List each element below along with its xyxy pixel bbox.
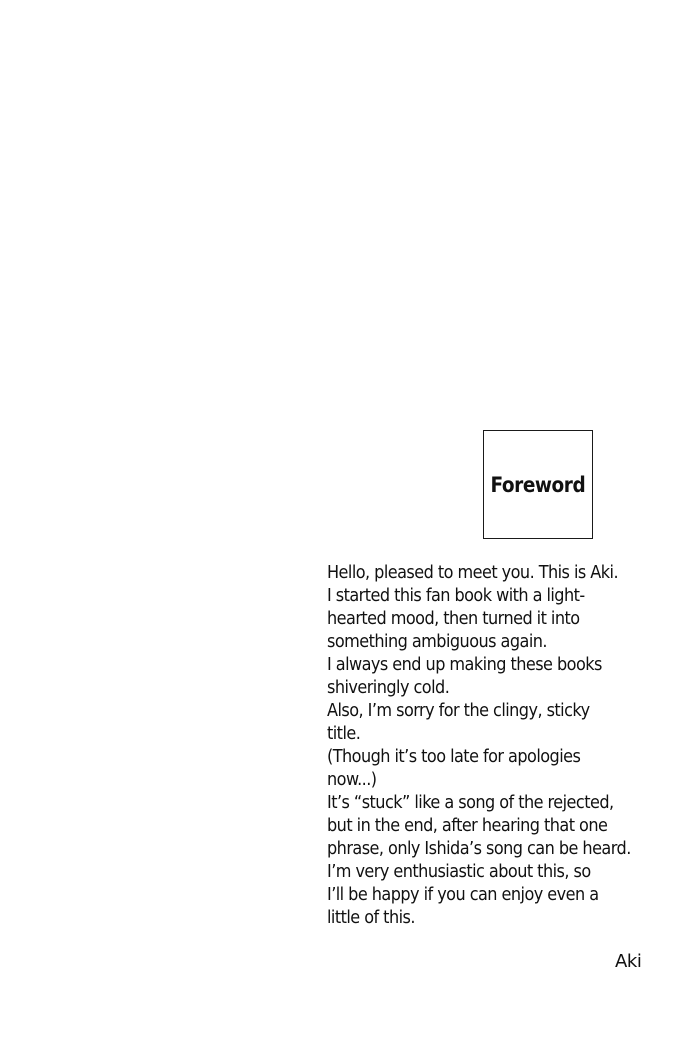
foreword-title-box (483, 430, 593, 539)
foreword-line: I always end up making these books (327, 655, 602, 675)
author-signature: Aki (615, 951, 642, 972)
foreword-line: title. (327, 724, 361, 744)
foreword-line: hearted mood, then turned it into (327, 609, 580, 629)
foreword-line: I’m very enthusiastic about this, so (327, 862, 591, 882)
foreword-line: I’ll be happy if you can enjoy even a (327, 885, 599, 905)
foreword-line: (Though it’s too late for apologies (327, 747, 581, 767)
foreword-line: Also, I’m sorry for the clingy, sticky (327, 701, 590, 721)
foreword-line: shiveringly cold. (327, 678, 450, 698)
foreword-line: It’s “stuck” like a song of the rejected, (327, 793, 614, 813)
foreword-line: phrase, only Ishida’s song can be heard. (327, 839, 631, 859)
foreword-line: little of this. (327, 908, 415, 928)
foreword-line: but in the end, after hearing that one (327, 816, 608, 836)
foreword-body (327, 562, 687, 930)
foreword-line: I started this fan book with a light- (327, 586, 585, 606)
foreword-line: something ambiguous again. (327, 632, 547, 652)
foreword-line: now...) (327, 770, 377, 790)
foreword-line: Hello, pleased to meet you. This is Aki. (327, 563, 619, 583)
foreword-title: Foreword (490, 472, 586, 497)
